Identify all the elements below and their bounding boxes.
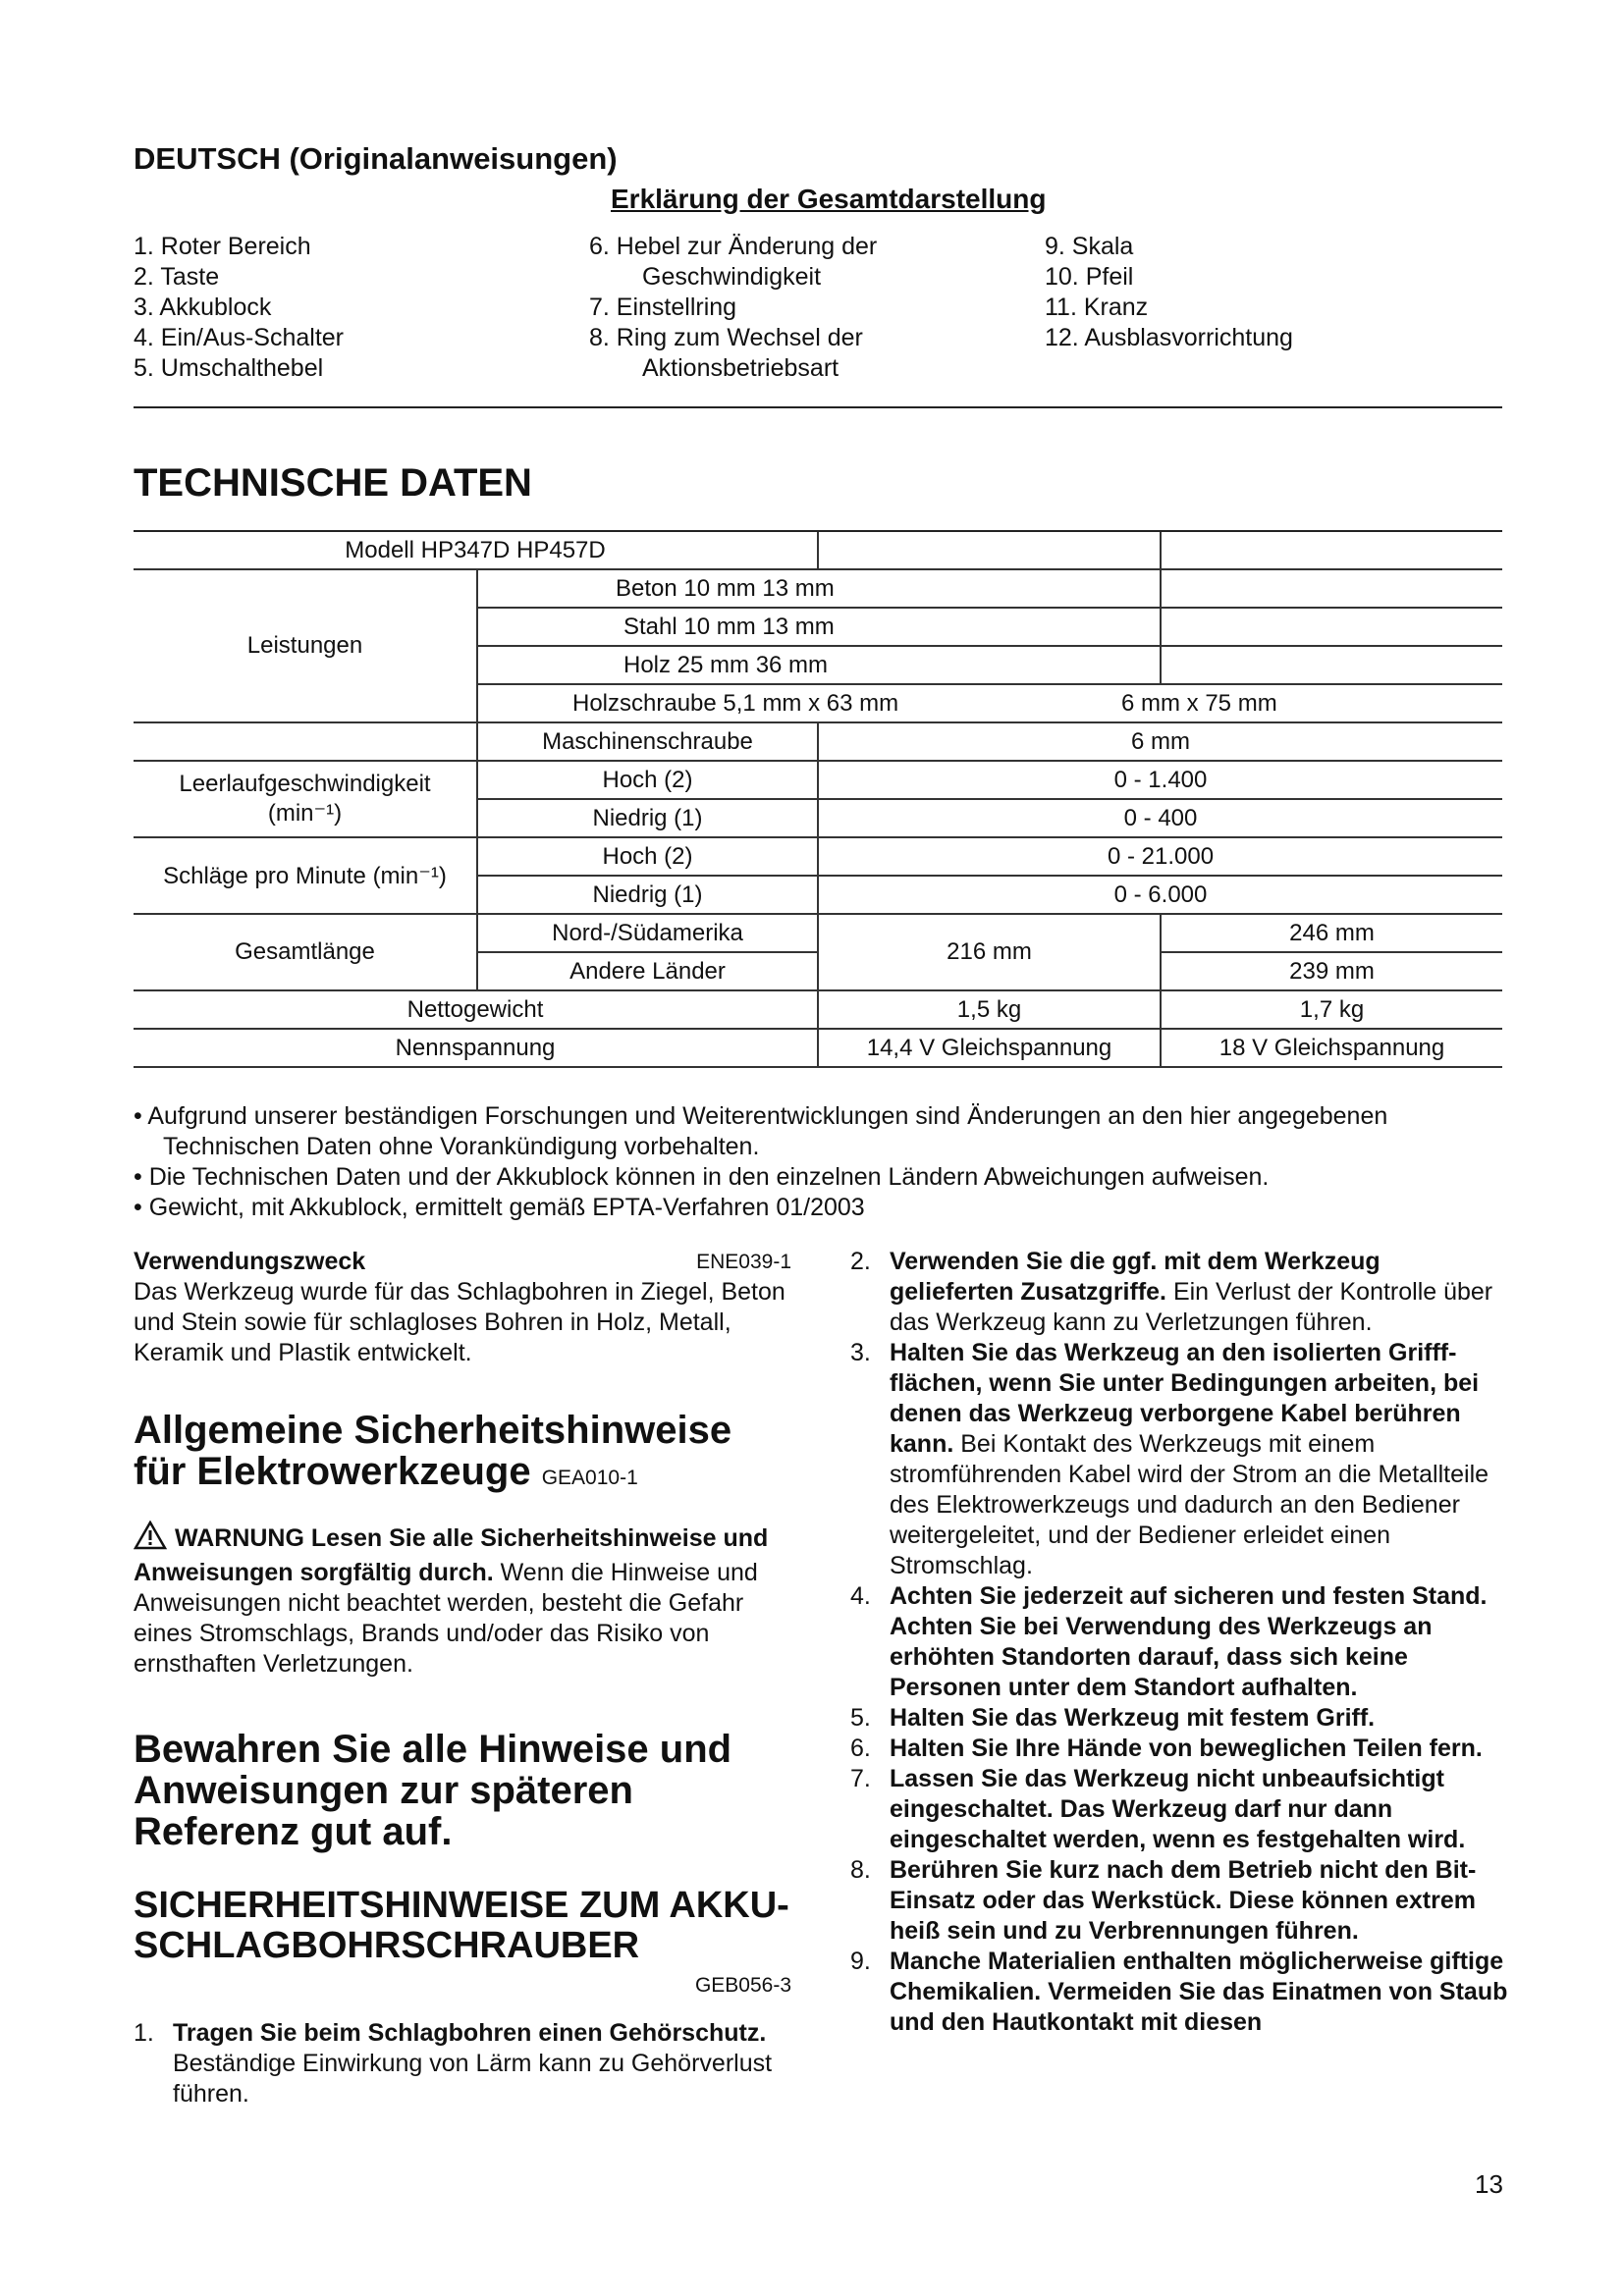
table-cell: Gesamtlänge — [134, 914, 477, 990]
legend-column-2 — [589, 232, 877, 384]
legend-item: 5. Umschalthebel — [134, 354, 324, 382]
table-cell — [818, 531, 1161, 569]
table-cell: 18 V Gleichspannung — [1161, 1029, 1502, 1067]
table-row — [134, 837, 1502, 876]
table-cell: Holzschraube 5,1 mm x 63 mm — [477, 684, 1161, 722]
table-cell — [1161, 569, 1502, 608]
table-cell: 6 mm x 75 mm — [1161, 684, 1502, 722]
warning-bold: WARNUNG Lesen Sie alle Sicherheitshinweise und Anweisungen sorgfältig durch. — [134, 1524, 769, 1586]
item-text: Beständige Einwirkung von Lärm kann zu Gehörverlust führen. — [173, 2050, 773, 2108]
note-line: • Aufgrund unserer beständigen Forschungen und Weiterentwicklungen sind Änderungen an den hier angegebenen — [134, 1102, 1388, 1130]
table-cell: Niedrig (1) — [477, 876, 818, 914]
warning-icon — [134, 1521, 167, 1558]
table-cell: Leistungen — [134, 569, 477, 722]
safety-code: GEB056-3 — [694, 1974, 791, 1997]
leerlauf-label: Leerlaufgeschwindigkeit — [179, 771, 431, 797]
table-cell — [1161, 531, 1502, 569]
legend-item: 10. Pfeil — [1045, 263, 1134, 291]
safety-item-3: 3. Halten Sie das Werkzeug an den isolierten Grifffflächen, wenn Sie unter Bedingungen arbeiten, bei denen das Werkzeug verborgene Kabel berühren kann. Bei Kontakt des Werkzeugs mit einem stromführenden Kabel wird der Strom an die Metallteile des Elektrowerkzeugs und dadurch an den Bediener weitergeleitet, und der Bediener erleidet einen Stromschlag. — [850, 1339, 1489, 1579]
table-cell: Nord-/Südamerika — [477, 914, 818, 952]
table-cell: Modell HP347D HP457D — [134, 531, 818, 569]
table-row — [134, 531, 1502, 569]
legend-item: 1. Roter Bereich — [134, 233, 311, 260]
table-cell: 14,4 V Gleichspannung — [818, 1029, 1161, 1067]
table-cell: 1,7 kg — [1161, 990, 1502, 1029]
spec-notes — [134, 1101, 1508, 1223]
safety-item-1: 1. Tragen Sie beim Schlagbohren einen Gehörschutz. Beständige Einwirkung von Lärm kann zu Gehörverlust führen. — [134, 2019, 773, 2108]
usage-heading — [134, 1247, 791, 1277]
usage-title: Verwendungszweck — [134, 1248, 366, 1275]
specific-safety-title: SICHERHEITSHINWEISE ZUM AKKU-SCHLAGBOHRSCHRAUBER — [134, 1885, 789, 1966]
usage-text: Das Werkzeug wurde für das Schlagbohren in Ziegel, Beton und Stein sowie für schlagloses Bohren in Holz, Metall, Keramik und Plastik entwickelt. — [134, 1278, 785, 1366]
table-cell: Niedrig (1) — [477, 799, 818, 837]
table-cell: Nettogewicht — [134, 990, 818, 1029]
table-cell: Beton 10 mm 13 mm — [477, 569, 1161, 608]
table-row — [134, 722, 1502, 761]
table-cell: Holz 25 mm 36 mm — [477, 646, 1161, 684]
table-cell: 239 mm — [1161, 952, 1502, 990]
safety-item-9: 9. Manche Materialien enthalten möglicherweise giftige Chemikalien. Vermeiden Sie das Einatmen von Staub und den Hautkontakt mit diesen — [850, 1948, 1508, 2036]
general-code: GEA010-1 — [541, 1467, 638, 1489]
table-cell: 0 - 1.400 — [818, 761, 1502, 799]
legend-item: Aktionsbetriebsart — [642, 354, 839, 382]
language-title: DEUTSCH (Originalanweisungen) — [134, 141, 618, 176]
usage-code: ENE039-1 — [696, 1251, 791, 1273]
legend-item: 3. Akkublock — [134, 294, 272, 321]
safety-item-2: 2. Verwenden Sie die ggf. mit dem Werkzeug gelieferten Zusatzgriffe. Ein Verlust der Kontrolle über das Werkzeug kann zu Verletzungen führen. — [850, 1248, 1493, 1336]
table-cell: Hoch (2) — [477, 761, 818, 799]
table-cell: 216 mm — [818, 914, 1161, 990]
table-cell: Hoch (2) — [477, 837, 818, 876]
table-row — [134, 1029, 1502, 1067]
legend-item: 6. Hebel zur Änderung der — [589, 233, 878, 260]
legend-item: 9. Skala — [1045, 233, 1134, 260]
safety-item-4b: Achten Sie bei Verwendung des Werkzeugs an erhöhten Standorten darauf, dass sich keine Personen unter dem Standort aufhalten. — [890, 1613, 1433, 1701]
table-cell: Schläge pro Minute (min⁻¹) — [134, 837, 477, 914]
table-row — [134, 914, 1502, 952]
safety-item-4: 4. Achten Sie jederzeit auf sicheren und festen Stand. — [850, 1582, 1488, 1610]
table-row — [134, 761, 1502, 799]
divider — [134, 406, 1502, 408]
note-line: • Die Technischen Daten und der Akkublock können in den einzelnen Ländern Abweichungen aufweisen. — [134, 1163, 1270, 1191]
legend-item: 11. Kranz — [1045, 294, 1149, 321]
table-cell: Andere Länder — [477, 952, 818, 990]
safety-item-6: 6. Halten Sie Ihre Hände von beweglichen Teilen fern. — [850, 1735, 1483, 1762]
left-column — [134, 1247, 791, 2109]
note-line: Technischen Daten ohne Vorankündigung vorbehalten. — [163, 1133, 760, 1160]
legend-item: 2. Taste — [134, 263, 220, 291]
legend-item: 12. Ausblasvorrichtung — [1045, 324, 1293, 351]
specs-title: TECHNISCHE DATEN — [134, 461, 532, 505]
table-cell — [134, 722, 477, 761]
leerlauf-unit: (min⁻¹) — [267, 800, 343, 827]
table-cell: Stahl 10 mm 13 mm — [477, 608, 1161, 646]
table-cell — [1161, 646, 1502, 684]
legend-title: Erklärung der Gesamtdarstellung — [611, 184, 1047, 214]
table-cell: 1,5 kg — [818, 990, 1161, 1029]
warning-text: Wenn die Hinweise und Anweisungen nicht beachtet werden, besteht die Gefahr eines Stromschlags, Brands und/oder das Risiko von ernsthaften Verletzungen. — [134, 1559, 758, 1678]
legend-column-3 — [1045, 232, 1293, 353]
page-number: 13 — [1475, 2169, 1503, 2199]
table-cell: 6 mm — [818, 722, 1502, 761]
table-cell: 0 - 21.000 — [818, 837, 1502, 876]
legend-item: 8. Ring zum Wechsel der — [589, 324, 863, 351]
table-cell — [134, 761, 477, 837]
right-column — [850, 1247, 1508, 2038]
legend-column-1 — [134, 232, 344, 384]
table-row — [134, 990, 1502, 1029]
safety-item-7: 7. Lassen Sie das Werkzeug nicht unbeaufsichtigt eingeschaltet. Das Werkzeug darf nur dann eingeschaltet werden, wenn es festgehalten wird. — [850, 1765, 1466, 1853]
legend-item: 7. Einstellring — [589, 294, 737, 321]
table-row — [134, 569, 1502, 608]
legend-item: Geschwindigkeit — [642, 263, 822, 291]
table-cell: 0 - 400 — [818, 799, 1502, 837]
specs-table — [134, 530, 1502, 1068]
legend-item: 4. Ein/Aus-Schalter — [134, 324, 344, 351]
safety-item-5: 5. Halten Sie das Werkzeug mit festem Griff. — [850, 1704, 1376, 1732]
safety-item-8: 8. Berühren Sie kurz nach dem Betrieb nicht den Bit-Einsatz oder das Werkstück. Diese können extrem heiß sein und zu Verbrennungen führen. — [850, 1856, 1477, 1945]
item-bold: Tragen Sie beim Schlagbohren einen Gehörschutz. — [173, 2019, 767, 2047]
warning-block — [134, 1521, 791, 1680]
note-line: • Gewicht, mit Akkublock, ermittelt gemäß EPTA-Verfahren 01/2003 — [134, 1194, 865, 1221]
table-cell: Nennspannung — [134, 1029, 818, 1067]
table-cell: Maschinenschraube — [477, 722, 818, 761]
general-safety-title: Allgemeine Sicherheitshinweise für Elektrowerkzeuge GEA010-1 — [134, 1409, 732, 1493]
keep-instructions-title: Bewahren Sie alle Hinweise und Anweisungen zur späteren Referenz gut auf. — [134, 1728, 732, 1853]
table-cell: 246 mm — [1161, 914, 1502, 952]
table-cell: 0 - 6.000 — [818, 876, 1502, 914]
table-cell — [1161, 608, 1502, 646]
